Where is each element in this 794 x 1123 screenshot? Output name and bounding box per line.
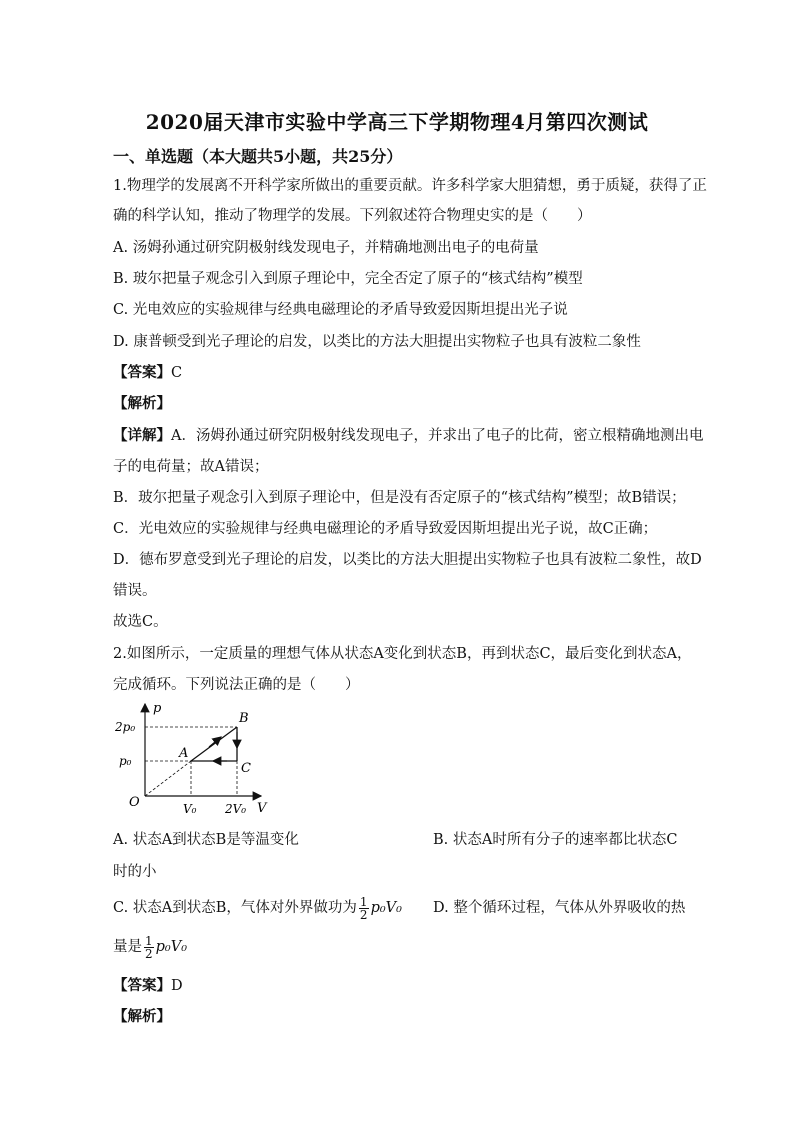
q1-stem-line1: 1.物理学的发展离不开科学家所做出的重要贡献。许多科学家大胆猜想，勇于质疑，获得了正 bbox=[113, 178, 707, 194]
tick-p0: p₀ bbox=[119, 754, 132, 768]
q2-option-b-line2: 时的小 bbox=[113, 864, 157, 880]
heat-expression: p₀V₀ bbox=[155, 939, 188, 955]
q1-detail-d-line2: 错误。 bbox=[113, 583, 157, 599]
q2-stem-line2: 完成循环。下列说法正确的是（ ） bbox=[113, 677, 360, 693]
q1-analysis-label: 【解析】 bbox=[113, 395, 171, 412]
q2-option-d-line2 bbox=[113, 934, 685, 960]
fraction-denominator: 2 bbox=[145, 946, 153, 961]
q1-detail-a-line1 bbox=[113, 426, 704, 446]
guide-origin-a bbox=[145, 761, 191, 796]
p-v-diagram bbox=[113, 700, 283, 820]
q1-option-b: B. 玻尔把量子观念引入到原子理论中，完全否定了原子的“核式结构”模型 bbox=[113, 271, 583, 287]
q2-option-a: A. 状态A到状态B是等温变化 bbox=[113, 832, 299, 848]
detail-label: 【详解】 bbox=[113, 427, 171, 444]
work-expression: p₀V₀ bbox=[370, 900, 402, 916]
q2-option-b-line1: B. 状态A时所有分子的速率都比状态C bbox=[433, 832, 678, 848]
q1-answer bbox=[113, 363, 685, 383]
path-a-b bbox=[191, 727, 237, 761]
axis-p-label: p bbox=[153, 701, 162, 716]
tick-2v0: 2V₀ bbox=[225, 802, 247, 816]
q2-option-c-text: C. 状态A到状态B，气体对外界做功为 bbox=[113, 900, 357, 916]
answer-label: 【答案】 bbox=[113, 364, 171, 381]
q2-options-row2 bbox=[113, 895, 685, 921]
q1-detail-d-line1: D．德布罗意受到光子理论的启发，以类比的方法大胆提出实物粒子也具有波粒二象性，故D bbox=[113, 552, 702, 568]
tick-2p0: 2p₀ bbox=[115, 720, 136, 734]
origin-label: O bbox=[129, 795, 140, 810]
answer-value: D bbox=[171, 978, 183, 994]
answer-value: C bbox=[171, 365, 183, 381]
section-heading: 一、单选题（本大题共5小题，共25分） bbox=[113, 147, 403, 166]
p-v-diagram-svg bbox=[113, 700, 283, 820]
q2-options-row1 bbox=[113, 830, 685, 850]
q2-option-d-line2-text: 量是 bbox=[113, 939, 142, 955]
fraction-half bbox=[359, 896, 369, 921]
q1-conclusion: 故选C。 bbox=[113, 614, 168, 630]
q2-analysis-label: 【解析】 bbox=[113, 1008, 171, 1025]
tick-v0: V₀ bbox=[183, 802, 197, 816]
page-title: 2020届天津市实验中学高三下学期物理4月第四次测试 bbox=[145, 110, 649, 134]
q1-detail-c: C．光电效应的实验规律与经典电磁理论的矛盾导致爱因斯坦提出光子说，故C正确； bbox=[113, 521, 658, 537]
q1-option-d: D. 康普顿受到光子理论的启发，以类比的方法大胆提出实物粒子也具有波粒二象性 bbox=[113, 334, 641, 350]
fraction-numerator: 1 bbox=[359, 894, 368, 909]
q2-answer bbox=[113, 976, 685, 996]
q2-option-d-line1: D. 整个循环过程，气体从外界吸收的热 bbox=[433, 900, 686, 916]
q1-detail-a-line2: 子的电荷量；故A错误； bbox=[113, 459, 269, 475]
q1-detail-b: B．玻尔把量子观念引入到原子理论中，但是没有否定原子的“核式结构”模型；故B错误； bbox=[113, 490, 686, 506]
axis-v-label: V bbox=[257, 801, 267, 816]
fraction-denominator: 2 bbox=[359, 907, 368, 922]
answer-label: 【答案】 bbox=[113, 977, 171, 994]
q1-option-c: C. 光电效应的实验规律与经典电磁理论的矛盾导致爱因斯坦提出光子说 bbox=[113, 302, 568, 318]
q1-option-a: A. 汤姆孙通过研究阴极射线发现电子，并精确地测出电子的电荷量 bbox=[113, 240, 539, 256]
arrow-a-b bbox=[209, 737, 221, 747]
q2-stem-line1: 2.如图所示，一定质量的理想气体从状态A变化到状态B，再到状态C，最后变化到状态A， bbox=[113, 646, 692, 662]
fraction-numerator: 1 bbox=[145, 933, 153, 948]
state-a-label: A bbox=[179, 746, 189, 761]
q1-stem-line2: 确的科学认知，推动了物理学的发展。下列叙述符合物理史实的是（ ） bbox=[113, 208, 592, 224]
q2-option-c bbox=[113, 895, 433, 921]
state-b-label: B bbox=[239, 711, 249, 726]
state-c-label: C bbox=[241, 761, 251, 776]
fraction-half bbox=[144, 935, 154, 960]
detail-a-text: A．汤姆孙通过研究阴极射线发现电子，并求出了电子的比荷，密立根精确地测出电 bbox=[171, 428, 704, 444]
